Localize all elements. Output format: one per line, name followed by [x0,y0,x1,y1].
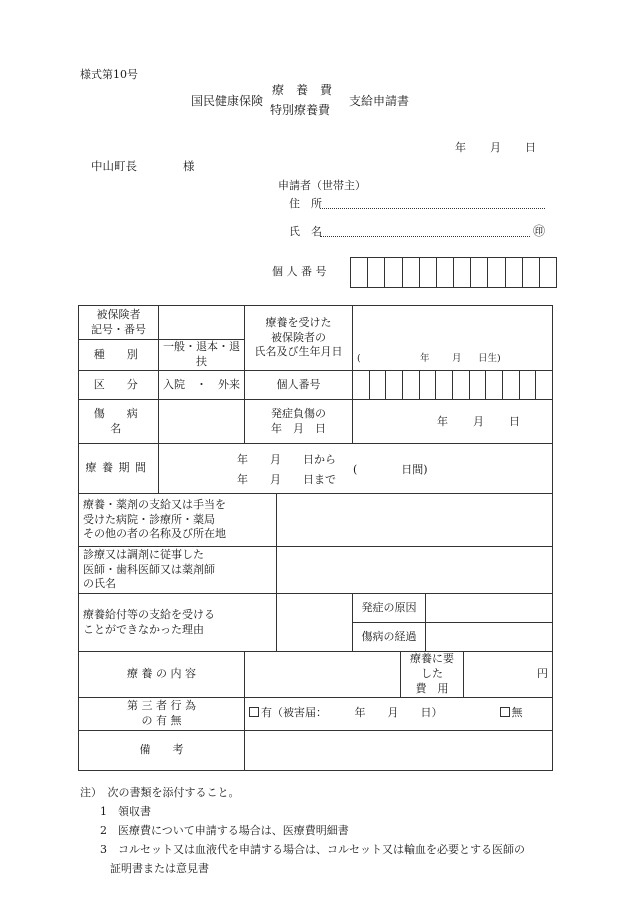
applicant-name-label: 氏 名 [289,225,322,238]
onset-month: 月 [473,414,485,428]
cost-field[interactable] [464,652,553,698]
cause-label: 発症の原因 [353,594,426,623]
remarks-field[interactable] [245,730,553,770]
insured-number-label: 被保険者 記号・番号 [79,306,159,340]
disease-field[interactable] [159,400,245,444]
disease-label: 傷 病 名 [79,400,159,444]
period-label: 療養期間 [79,444,159,494]
third-party-field[interactable] [245,697,553,730]
insured-number-field[interactable] [159,306,245,340]
doctor-field[interactable] [277,547,553,594]
date-month: 月 [490,141,501,154]
applicant-personal-number-boxes[interactable] [350,257,557,288]
onset-label: 発症負傷の 年 月 日 [245,400,353,444]
reason-field[interactable] [277,594,353,652]
content-label: 療 養 の 内 容 [79,652,245,698]
cost-label: 療養に要した 費 用 [401,652,464,698]
third-party-yes-checkbox[interactable] [249,707,259,717]
notes [80,783,525,878]
title-line1: 療 養 費 [272,83,333,97]
onset-field[interactable] [353,400,553,444]
category-value[interactable]: 一般・退本・退扶 [159,340,245,371]
title-suffix: 支給申請書 [349,94,410,108]
period-field[interactable] [159,444,553,494]
hospital-label: 療養・薬剤の支給又は手当を 受けた病院・診療所・薬局 その他の者の名称及び所在地 [79,494,277,547]
hospital-field[interactable] [277,494,553,547]
note-item-3-cont: 証明書または意見書 [110,862,209,875]
notes-heading: 注） 次の書類を添付すること。 [80,786,240,799]
period-from: 年 月 日から [237,452,336,466]
note-item-3: 3 コルセット又は血液代を申請する場合は、コルセット又は輸血を必要とする医師の [100,843,525,856]
period-days: ( 日間) [353,462,428,476]
division-label: 区 分 [79,371,159,400]
addressee-honorific: 様 [183,159,195,173]
title-line2: 特別療養費 [270,103,331,117]
remarks-label: 備 考 [79,730,245,770]
content-field[interactable] [245,652,401,698]
onset-day: 日 [509,414,521,428]
cost-unit: 円 [537,666,549,680]
treated-personal-number-label: 個人番号 [245,371,353,400]
note-item-2: 2 医療費について申請する場合は、医療費明細書 [100,824,349,837]
course-label: 傷病の経過 [353,623,426,652]
reason-label: 療養給付等の支給を受ける ことができなかった理由 [79,594,277,652]
date-day: 日 [525,141,536,154]
treated-person-label: 療養を受けた 被保険者の 氏名及び生年月日 [245,306,353,371]
third-party-no-checkbox[interactable] [500,707,510,717]
treated-person-field[interactable] [353,306,553,371]
course-field[interactable] [426,623,553,652]
division-value[interactable]: 入院 ・ 外来 [159,371,245,400]
period-to: 年 月 日まで [237,472,336,486]
applicant-name-field[interactable] [320,236,530,237]
third-party-label: 第 三 者 行 為 の 有 無 [79,697,245,730]
personal-number-label: 個 人 番 号 [272,265,327,278]
third-party-yes-label: 有（被害届： 年 月 日） [261,706,443,720]
birth-year: 年 [420,353,430,364]
application-table [78,305,553,771]
title-insurance: 国民健康保険 [191,94,264,108]
seal-mark: ㊞ [533,224,546,238]
onset-year: 年 [437,414,449,428]
applicant-address-field[interactable] [320,208,545,209]
third-party-no-label: 無 [511,706,523,720]
form-number: 様式第10号 [80,68,138,81]
date-year: 年 [455,141,466,154]
category-label: 種 別 [79,340,159,371]
treated-personal-number-boxes[interactable] [353,371,553,400]
note-item-1: 1 領収書 [100,805,151,818]
cause-field[interactable] [426,594,553,623]
birth-day: 日生) [478,353,501,364]
applicant-heading: 申請者（世帯主） [278,179,366,192]
addressee-name: 中山町長 [91,159,137,173]
birth-paren: ( [357,353,361,364]
birth-month: 月 [452,353,462,364]
applicant-address-label: 住 所 [289,197,322,210]
doctor-label: 診療又は調剤に従事した 医師・歯科医師又は薬剤師 の氏名 [79,547,277,594]
